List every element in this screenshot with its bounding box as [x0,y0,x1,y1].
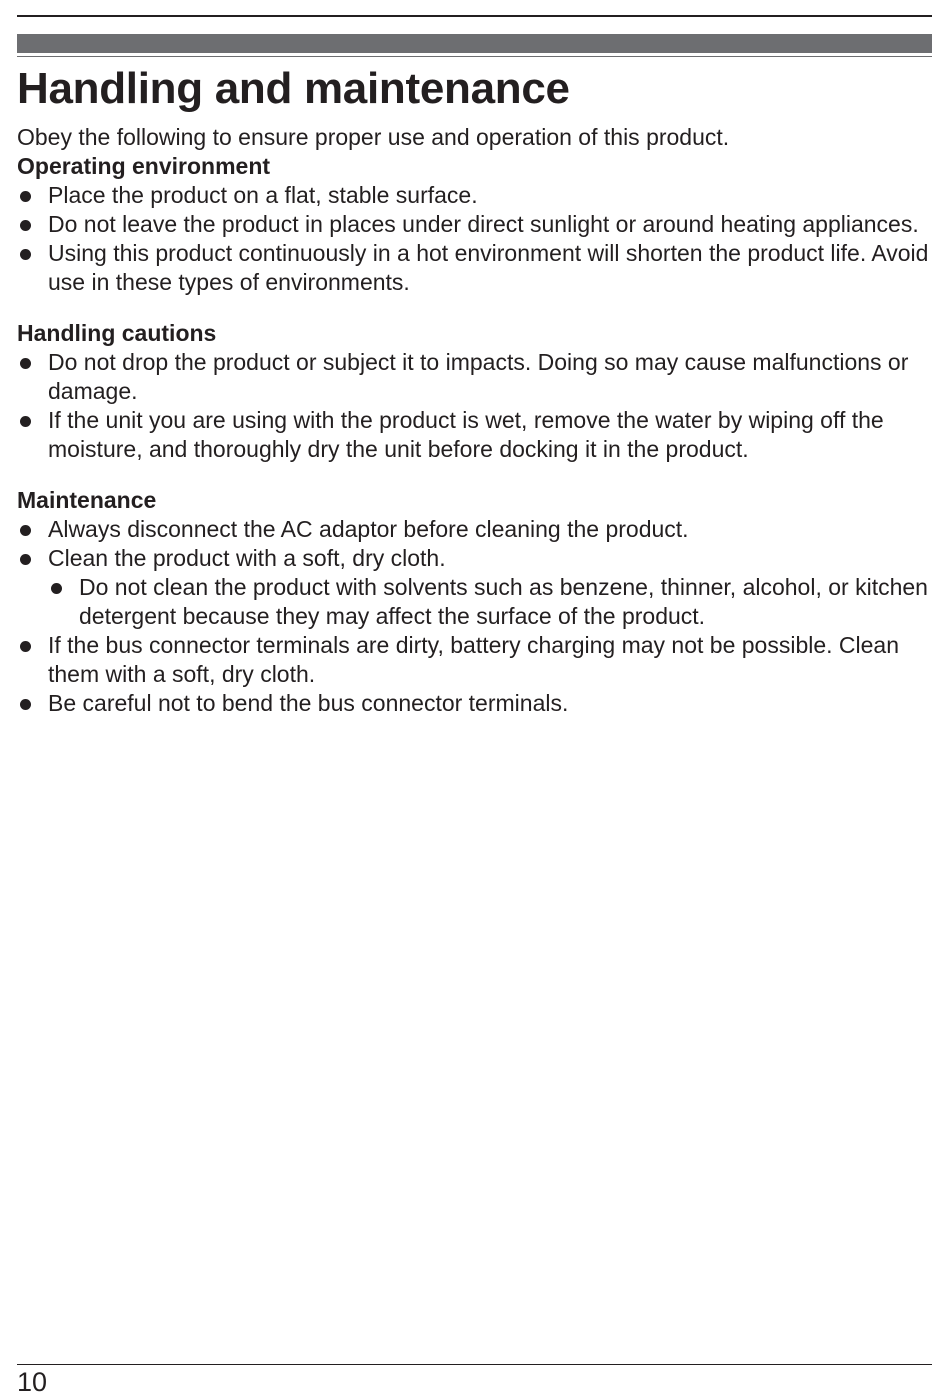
bullet-icon [20,416,31,427]
sub-list-item [17,573,933,631]
section-heading: Handling cautions [17,320,217,346]
list-item [17,210,933,239]
section-maintenance [17,486,933,718]
bullet-list [17,515,933,718]
bullet-icon [20,191,31,202]
intro-text: Obey the following to ensure proper use and operation of this product. [17,124,730,150]
list-item-text: Place the product on a flat, stable surface. [48,182,478,208]
bullet-icon [51,583,62,594]
bullet-icon [20,641,31,652]
list-item-text: Clean the product with a soft, dry cloth. [48,545,446,571]
bullet-list [17,181,933,297]
bullet-icon [20,525,31,536]
bullet-icon [20,358,31,369]
list-item [17,631,933,689]
top-rule [17,15,932,17]
bullet-icon [20,554,31,565]
page-content [17,62,933,718]
list-item-text: Be careful not to bend the bus connector terminals. [48,690,569,716]
list-item-text: Always disconnect the AC adaptor before cleaning the product. [48,516,689,542]
list-item [17,689,933,718]
bullet-icon [20,249,31,260]
list-item [17,348,933,406]
footer-rule [17,1364,932,1365]
list-item [17,181,933,210]
page-number: 10 [17,1367,48,1397]
list-item-text: Do not clean the product with solvents such as benzene, thinner, alcohol, or kitchen detergent because they may affect the surface of the product. [79,574,928,629]
list-item [17,239,933,297]
list-item [17,406,933,464]
header-bar [17,34,932,53]
list-item [17,544,933,573]
list-item [17,515,933,544]
bullet-icon [20,699,31,710]
section-heading: Maintenance [17,487,157,513]
list-item-text: Do not drop the product or subject it to impacts. Doing so may cause malfunctions or damage. [48,349,909,404]
list-item-text: Do not leave the product in places under direct sunlight or around heating appliances. [48,211,919,237]
page-title: Handling and maintenance [17,64,570,113]
bullet-icon [20,220,31,231]
section-operating-environment [17,152,933,297]
section-handling-cautions [17,319,933,464]
header-rule [17,56,932,57]
bullet-list [17,348,933,464]
list-item-text: Using this product continuously in a hot environment will shorten the product life. Avoid use in these types of environments. [48,240,929,295]
list-item-text: If the unit you are using with the product is wet, remove the water by wiping off the moisture, and thoroughly dry the unit before docking it in the product. [48,407,884,462]
section-heading: Operating environment [17,153,271,179]
list-item-text: If the bus connector terminals are dirty, battery charging may not be possible. Clean them with a soft, dry cloth. [48,632,900,687]
